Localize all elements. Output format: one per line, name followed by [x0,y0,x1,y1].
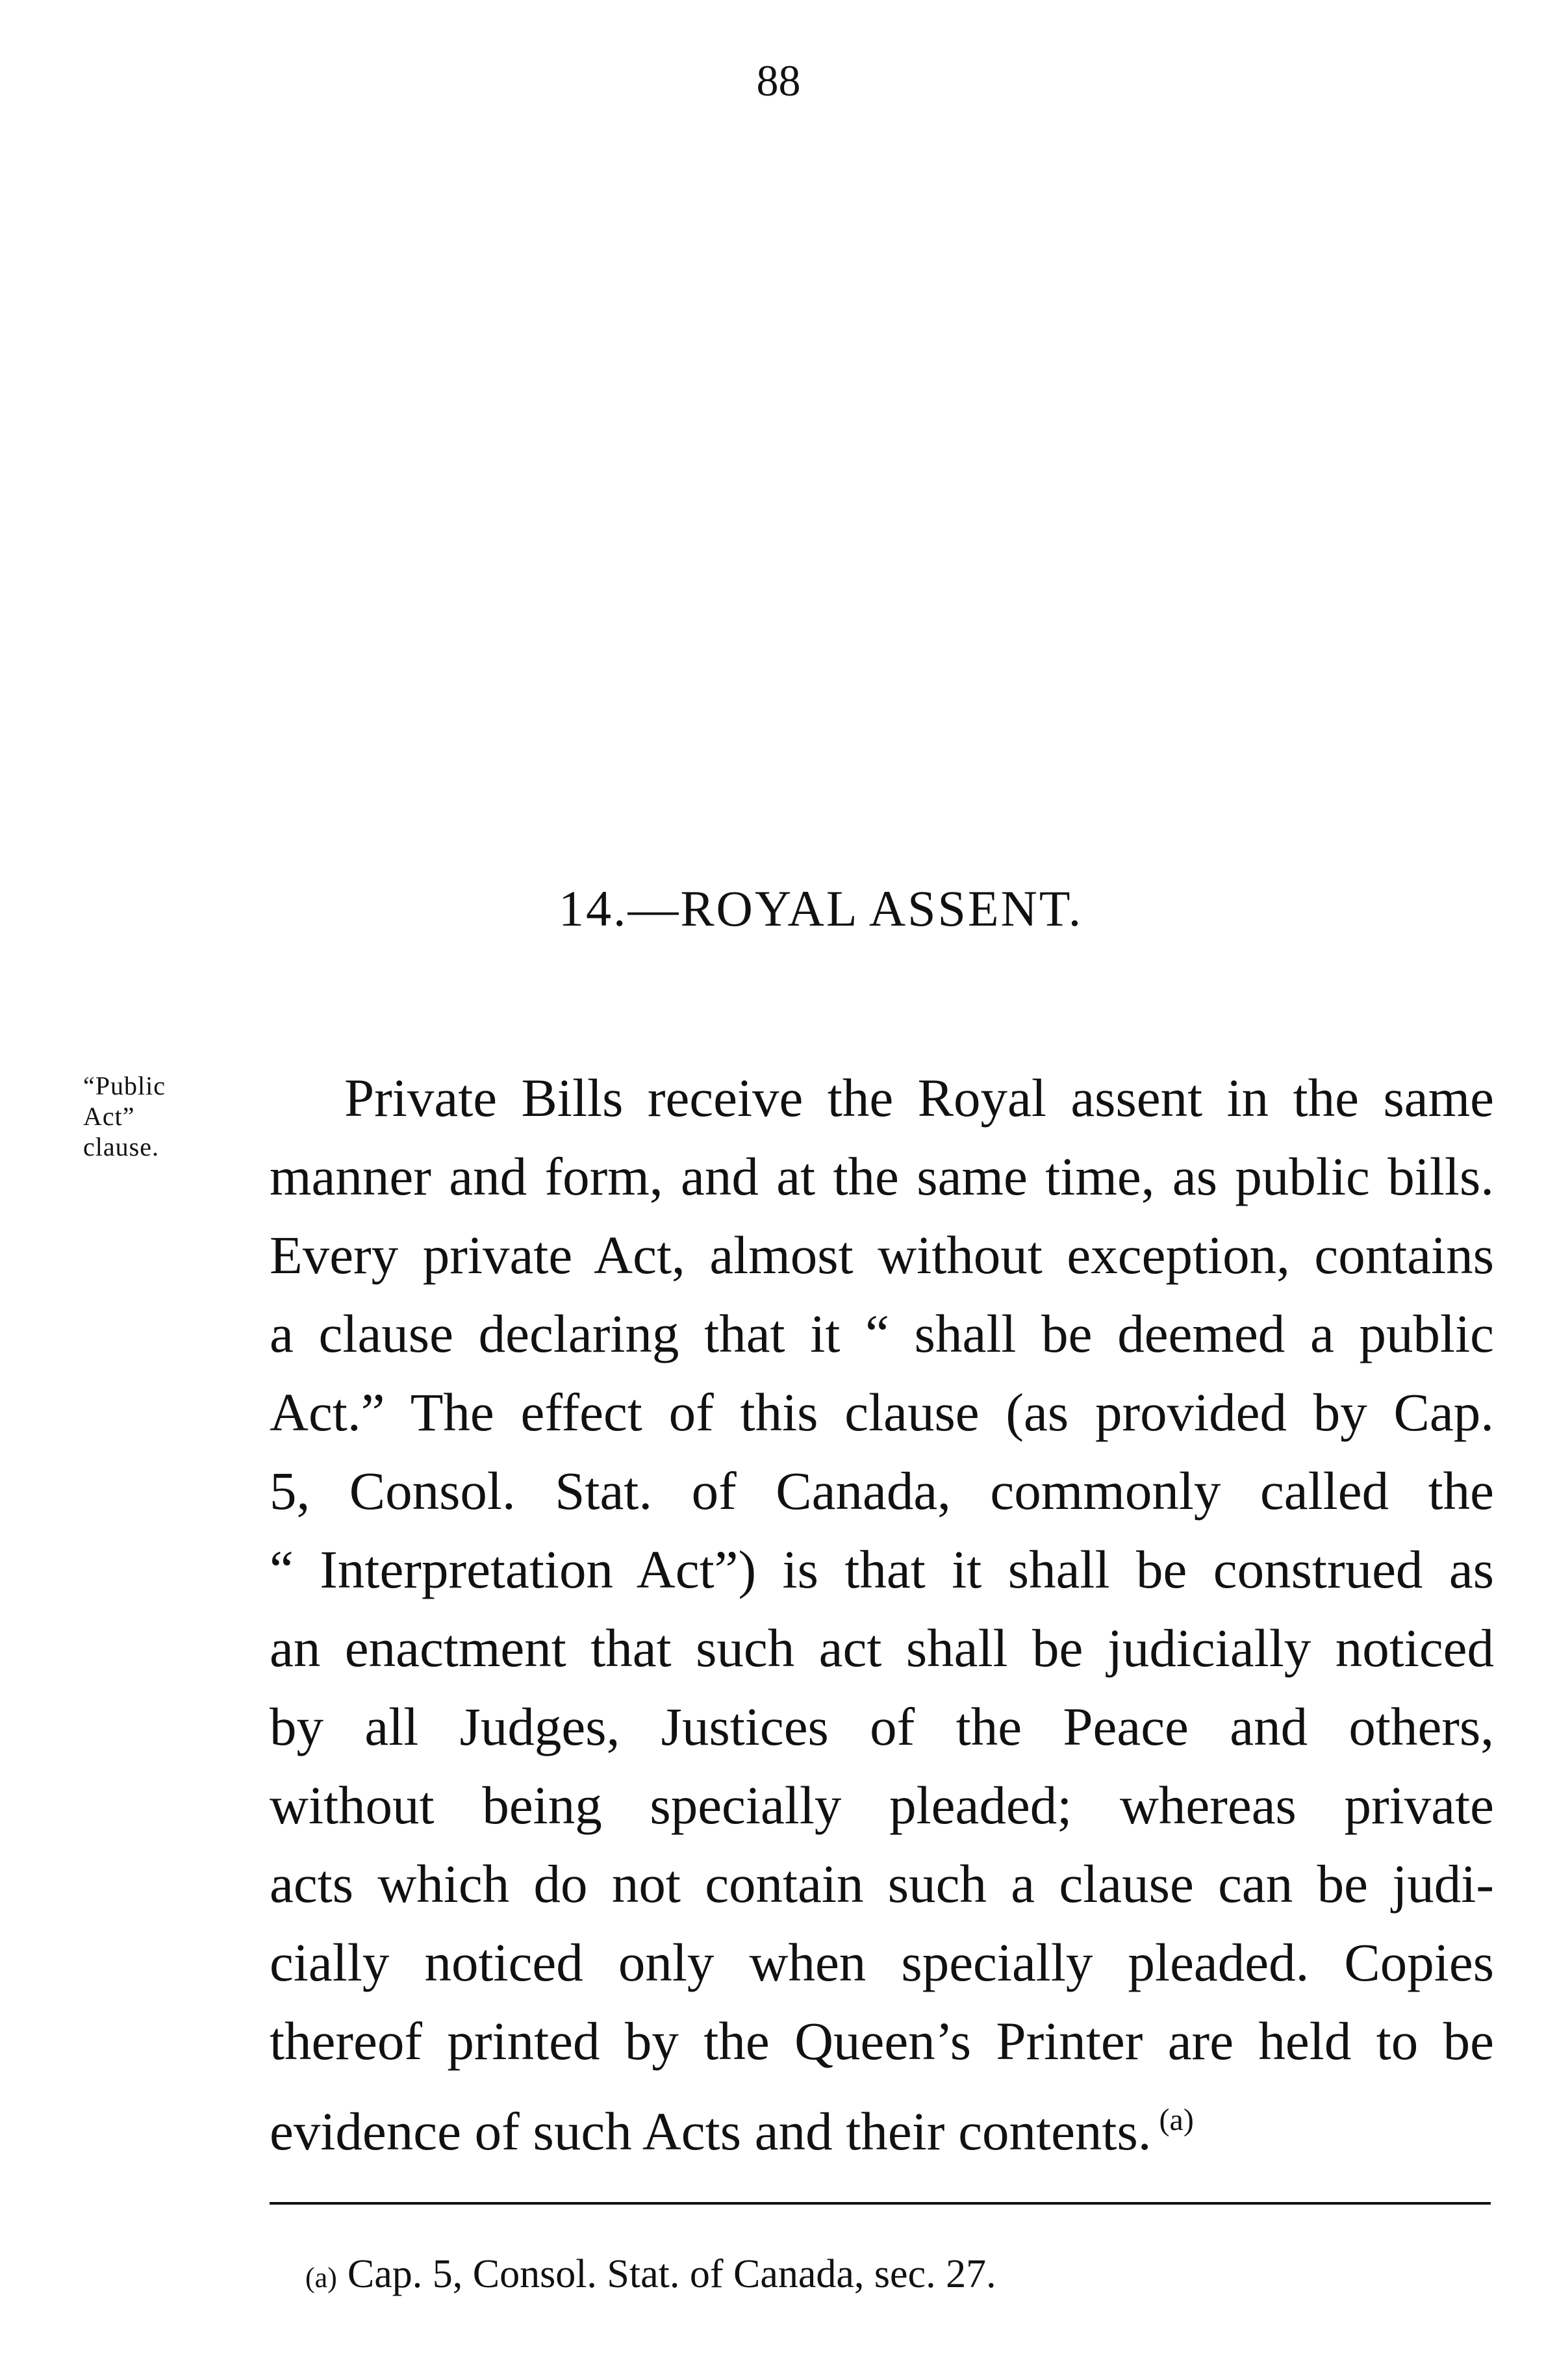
footnote [305,2254,996,2294]
paragraph-line: by all Judges, Justices of the Peace and others, [270,1697,1494,1756]
paragraph-line: “ Interpretation Act”) is that it shall be construed as [270,1539,1494,1599]
section-title: 14.—ROYAL ASSENT. [559,880,1083,937]
margin-note-line: clause. [83,1132,159,1161]
paragraph-last-line [270,2081,1494,2171]
paragraph-line: manner and form, and at the same time, as public bills. [270,1146,1494,1206]
paragraph-line: an enactment that such act shall be judicially noticed [270,1618,1494,1678]
paragraph-line: Every private Act, almost without exception, contains [270,1225,1494,1285]
margin-note-line: Act” [83,1102,135,1131]
margin-note [83,1070,246,1162]
paragraph-line: without being specially pleaded; whereas private [270,1775,1494,1835]
paragraph-line: Act.” The effect of this clause (as provided by Cap. [270,1382,1494,1442]
footnote-mark: (a) [305,2262,337,2294]
paragraph-line: a clause declaring that it “ shall be deemed a public [270,1304,1494,1363]
footnote-divider [270,2202,1491,2205]
paragraph-line: thereof printed by the Queen’s Printer are held to be [270,2011,1494,2071]
footnote-text: Cap. 5, Consol. Stat. of Canada, sec. 27. [347,2252,996,2296]
paragraph-line: Private Bills receive the Royal assent in the same [344,1068,1494,1128]
page-number: 88 [756,56,801,105]
margin-note-line: “Public [83,1071,166,1100]
body-paragraph [270,1059,1494,2171]
paragraph-line: 5, Consol. Stat. of Canada, commonly called the [270,1461,1494,1521]
paragraph-line: acts which do not contain such a clause can be judi- [270,1854,1494,1914]
paragraph-line: cially noticed only when specially pleaded. Copies [270,1932,1494,1992]
paragraph-line-text: evidence of such Acts and their contents. [270,2101,1152,2161]
footnote-reference: (a) [1159,2103,1194,2137]
